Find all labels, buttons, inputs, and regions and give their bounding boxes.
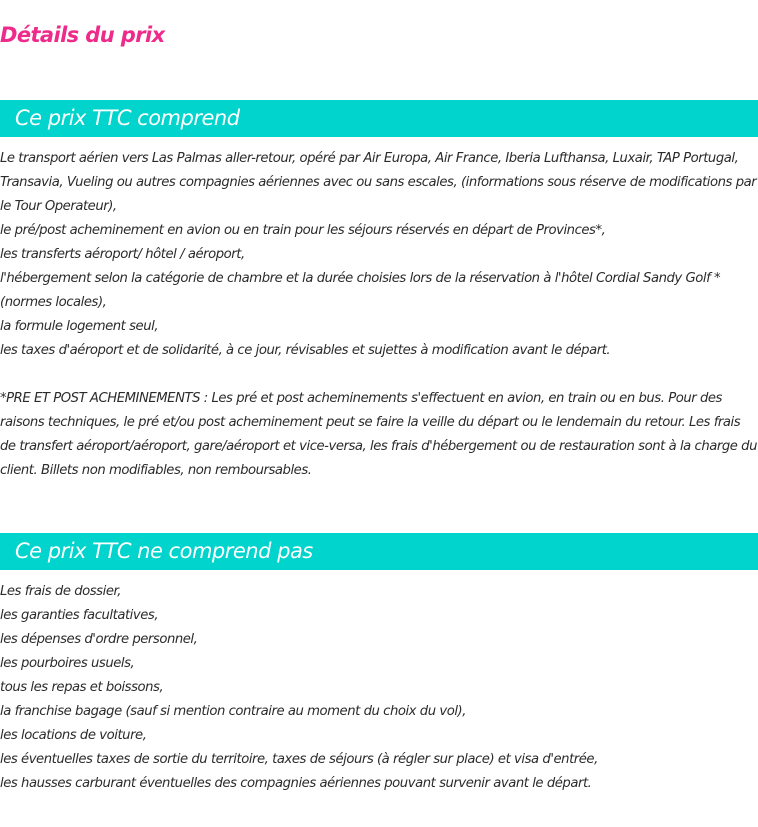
- included-item-formula: la formule logement seul,: [0, 319, 159, 334]
- excluded-item-baggage: la franchise bagage (sauf si mention contraire au moment du choix du vol),: [0, 704, 466, 719]
- included-section-header: [0, 100, 758, 137]
- included-item-transport: Le transport aérien vers Las Palmas aller-retour, opéré par Air Europa, Air France, Iberia Lufthansa, Luxair, TAP Portugal, Transavia, Vueling ou autres compagnies aériennes avec ou sans escales, (informations sous réserve de modifications par le Tour Operateur),: [0, 151, 757, 214]
- included-heading: Ce prix TTC comprend: [15, 106, 240, 130]
- excluded-item-tips: les pourboires usuels,: [0, 656, 135, 671]
- excluded-item-car-rental: les locations de voiture,: [0, 728, 147, 743]
- excluded-heading: Ce prix TTC ne comprend pas: [15, 539, 313, 563]
- excluded-section-header: [0, 533, 758, 570]
- page-title: Détails du prix: [0, 23, 165, 47]
- included-list: [0, 147, 758, 363]
- pre-post-note: *PRE ET POST ACHEMINEMENTS : Les pré et post acheminements s'effectuent en avion, en train ou en bus. Pour des raisons techniques, le pré et/ou post acheminement peut se faire la veille du départ ou le lendemain du retour. Les frais de transfert aéroport/aéroport, gare/aéroport et vice-versa, les frais d'hébergement ou de restauration sont à la charge du client. Billets non modifiables, non remboursables.: [0, 391, 758, 478]
- excluded-item-dossier: Les frais de dossier,: [0, 584, 121, 599]
- included-item-accommodation: l'hébergement selon la catégorie de chambre et la durée choisies lors de la réservation à l'hôtel Cordial Sandy Golf * (normes locales),: [0, 271, 721, 310]
- excluded-item-exit-taxes: les éventuelles taxes de sortie du territoire, taxes de séjours (à régler sur place) et visa d'entrée,: [0, 752, 598, 767]
- included-item-transfers: les transferts aéroport/ hôtel / aéroport,: [0, 247, 245, 262]
- excluded-item-meals: tous les repas et boissons,: [0, 680, 164, 695]
- excluded-list: [0, 580, 758, 796]
- excluded-item-fuel: les hausses carburant éventuelles des compagnies aériennes pouvant survenir avant le départ.: [0, 776, 592, 791]
- included-item-pre-post: le pré/post acheminement en avion ou en train pour les séjours réservés en départ de Provinces*,: [0, 223, 606, 238]
- excluded-item-guarantees: les garanties facultatives,: [0, 608, 159, 623]
- included-item-taxes: les taxes d'aéroport et de solidarité, à ce jour, révisables et sujettes à modification avant le départ.: [0, 343, 611, 358]
- excluded-item-personal: les dépenses d'ordre personnel,: [0, 632, 198, 647]
